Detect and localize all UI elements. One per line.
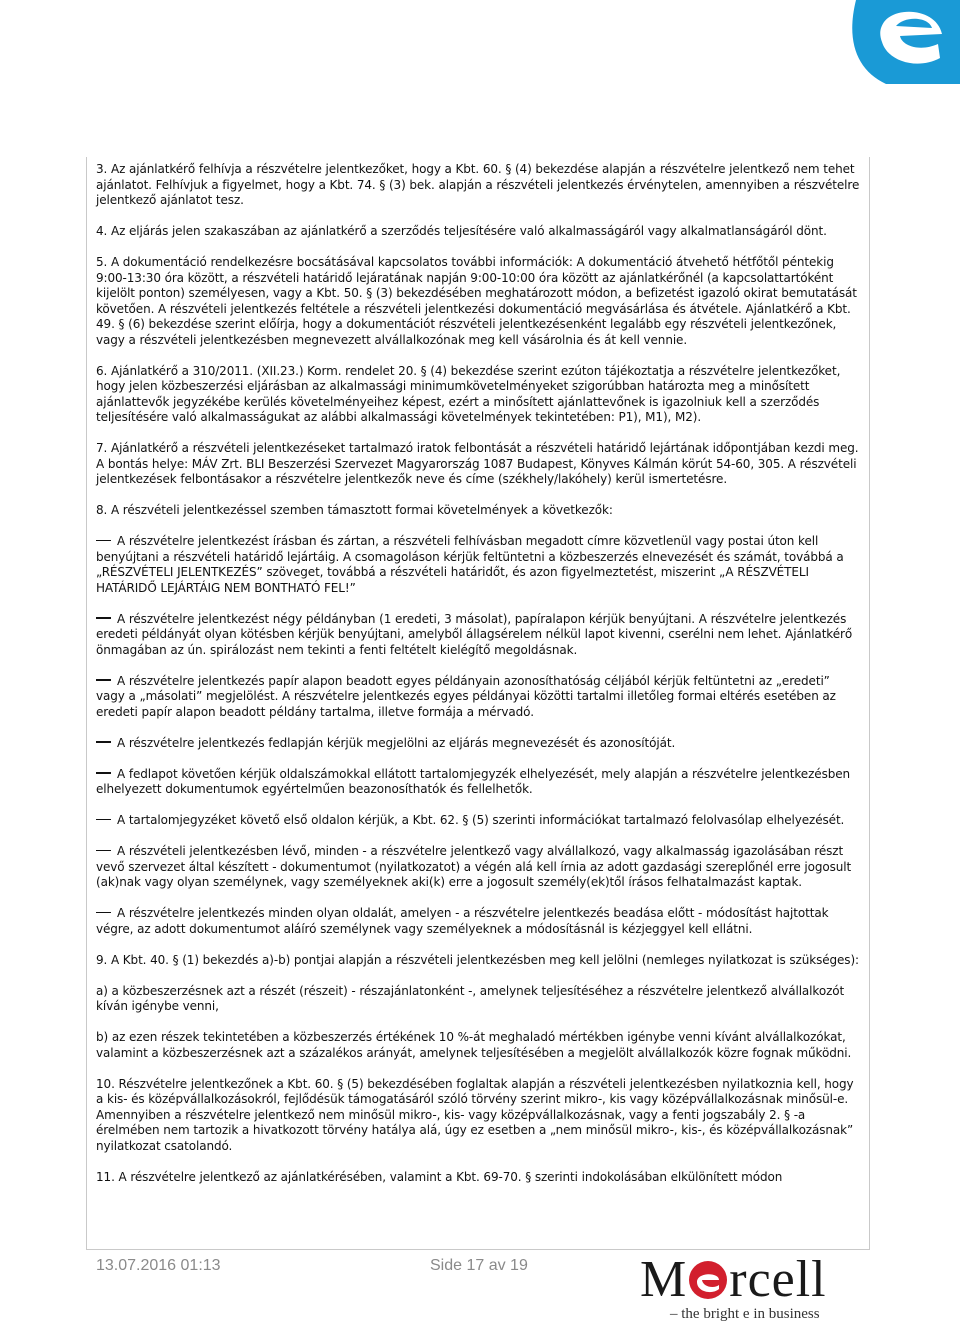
paragraph-5: 5. A dokumentáció rendelkezésre bocsátásával kapcsolatos további információk: A dokumentáció átvehető hétfőtől péntekig 9:00-13:30 óra között, a részvételi határidő lejáratának napján 9:00-10:00 óra között az ajánlatkérőnél (a kapcsolattartóként kijelölt ponton) személyesen, vagy a Kbt. 50. § (3) bekezdésében meghatározott módon, a befizetést igazoló okirat bemutatását követően. A részvételi jelentkezés feltétele a részvételi jelentkezési dokumentáció megvásárlása és átvétele. Ajánlatkérő a Kbt. 49. § (6) bekezdése szerint előírja, hogy a dokumentációt részvételi jelentkezésenként legalább egy részvételi jelentkezőnek, vagy a részvételi jelentkezésben megnevezett alvállalkozónak meg kell vásárolnia és át kell vennie. (96, 255, 857, 347)
dash-bullet-icon (96, 819, 111, 820)
dash-bullet-icon (96, 741, 111, 742)
brand-tagline: – the bright e in business (670, 1306, 820, 1322)
dash-bullet-icon (96, 850, 111, 851)
paragraph-9a: a) a közbeszerzésnek azt a részét (részeit) - részajánlatonként -, amelynek teljesítéséhez a részvételre jelentkező alvállalkozót kíván igénybe venni, (96, 983, 845, 1013)
brand-footer-logo (640, 1252, 870, 1324)
dash-bullet-icon (96, 617, 111, 618)
bullet-item: A részvételi jelentkezésben lévő, minden - a részvételre jelentkező vagy alvállalkozó, vagy alkalmasság igazolásában részt vevő szervezet által készített - dokumentumot (nyilatkozatot) a végén alá kell írnia az adott gazdasági szereplőnél erre jogosult (ak)nak vagy olyan személynek, vagy személyeknek aki(k) erre a jogosult személy(ek)től írásos felhatalmazást kaptak. (96, 844, 852, 889)
paragraph-11: 11. A részvételre jelentkező az ajánlatkérésében, valamint a Kbt. 69-70. § szerinti indokolásában elkülönített módon (96, 1169, 783, 1184)
bullet-item: A részvételre jelentkezés fedlapján kérjük megjelölni az eljárás megnevezését és azonosítóját. (96, 736, 862, 752)
paragraph-9b: b) az ezen részek tekintetében a közbeszerzés értékének 10 %-át meghaladó mértékben igénybe venni kívánt alvállalkozókat, valamint a közbeszerzésnek azt a százalékos arányát, amelynek teljesítésében a megjelölt alvállalkozók közre fognak működni. (96, 1030, 852, 1060)
footer-page-number: Side 17 av 19 (430, 1257, 528, 1274)
dash-bullet-icon (96, 912, 111, 913)
brand-wordmark: M rcell (640, 1251, 827, 1308)
paragraph-6: 6. Ajánlatkérő a 310/2011. (XII.23.) Korm. rendelet 20. § (4) bekezdése szerint ezúton tájékoztatja a részvételre jelentkezőket, hogy jelen közbeszerzési eljárásban az alkalmassági minimumkövetelményeket szigorúbban határozta meg a minősített ajánlattevők jegyzékébe kerülés követelményeihez képest, ezért a minősített ajánlattevőnek is igazolniuk kell a szerződés teljesítésére való alkalmasságukat az alábbi alkalmassági követelmények tekintetében: P1), M1), M2). (96, 363, 841, 424)
bullet-item: A részvételre jelentkezést négy példányban (1 eredeti, 3 másolat), papíralapon kérjük benyújtani. A részvételre jelentkezés eredeti példányát olyan kötésben kérjük benyújtani, amelyből állagsérelem nélkül lapot kivenni, cserélni nem lehet. Ajánlatkérő önmagában az ún. spirálozást nem tekinti a fenti feltételt kielégítő megoldásnak. (96, 611, 853, 657)
brand-logo-icon (826, 0, 960, 84)
paragraph-7: 7. Ajánlatkérő a részvételi jelentkezéseket tartalmazó iratok felbontását a részvételi határidő lejártának időpontjában kezdi meg. A bontás helye: MÁV Zrt. BLI Beszerzési Szervezet Magyarország 1087 Budapest, Könyves Kálmán körút 54-60, 305. A részvételi jelentkezések felbontásakor a részvételre jelentkezők neve és címe (székhely/lakóhely) kerül ismertetésre. (96, 441, 859, 486)
paragraph-4: 4. Az eljárás jelen szakaszában az ajánlatkérő a szerződés teljesítésére való alkalmasságáról vagy alkalmatlanságáról dönt. (96, 224, 827, 238)
dash-bullet-icon (96, 540, 111, 541)
bullet-item: A tartalomjegyzéket követő első oldalon kérjük, a Kbt. 62. § (5) szerinti információkat tartalmazó felolvasólap elhelyezését. (96, 813, 862, 829)
document-body (96, 162, 862, 1201)
bullet-item: A részvételre jelentkezést írásban és zártan, a részvételi felhívásban megadott címre közvetlenül vagy postai úton kell benyújtani a részvételi határidő lejártáig. A csomagoláson kérjük feltüntetni a közbeszerzés elnevezését és számát, továbbá a „RÉSZVÉTELI JELENTKEZÉS” szöveget, továbbá a részvételi határidőt, és azon figyelmeztetést, miszerint „A RÉSZVÉTELI HATÁRIDŐ LEJÁRTÁIG NEM BONTHATÓ FEL!” (96, 534, 844, 595)
bullet-item: A részvételre jelentkezés minden olyan oldalát, amelyen - a részvételre jelentkezés beadása előtt - módosítást hajtottak végre, az adott dokumentumot aláíró személynek vagy személyeknek a módosításnál is kézjeggyel kell ellátni. (96, 906, 829, 936)
footer-date: 13.07.2016 01:13 (96, 1257, 221, 1274)
bullet-item: A részvételre jelentkezés papír alapon beadott egyes példányain azonosíthatóság céljából kérjük feltüntetni az „eredeti” vagy a „másolati” megjelölést. A részvételre jelentkezés egyes példányai közötti tartalmi illetőleg formai eltérés esetében az eredeti papír alapon beadott példány tartalma, illetve formája a mérvadó. (96, 673, 836, 719)
paragraph-10: 10. Részvételre jelentkezőnek a Kbt. 60. § (5) bekezdésében foglaltak alapján a részvételi jelentkezésben nyilatkoznia kell, hogy a kis- és középvállalkozásokról, fejlődésük támogatásáról szóló törvény szerint mikro-, kis vagy középvállalkozásnak minősül-e. Amennyiben a részvételre jelentkező nem minősül mikro-, kis- vagy középvállalkozásnak, vagy a fenti jogszabály 2. § -a érelmében nem tartozik a hivatkozott törvény hatálya alá, úgy ez esetben a „nem minősül mikro-, kis-, és középvállalkozásnak” nyilatkozat csatolandó. (96, 1076, 854, 1153)
paragraph-3: 3. Az ajánlatkérő felhívja a részvételre jelentkezőket, hogy a Kbt. 60. § (4) bekezdése alapján a részvételre jelentkező nem tehet ajánlatot. Felhívjuk a figyelmet, hogy a Kbt. 74. § (3) bek. alapján a részvételi jelentkezés érvénytelen, amennyiben a részvételre jelentkező ajánlatot tesz. (96, 162, 860, 207)
dash-bullet-icon (96, 772, 111, 773)
paragraph-9: 9. A Kbt. 40. § (1) bekezdés a)-b) pontjai alapján a részvételi jelentkezésben meg kell jelölni (nemleges nyilatkozat is szükséges): (96, 952, 859, 967)
dash-bullet-icon (96, 679, 111, 680)
paragraph-8: 8. A részvételi jelentkezéssel szemben támasztott formai követelmények a következők: (96, 503, 613, 517)
brand-e-icon (688, 1260, 728, 1300)
bullet-item: A fedlapot követően kérjük oldalszámokkal ellátott tartalomjegyzék elhelyezését, mely alapján a részvételre jelentkezésben elhelyezett dokumentumok egyértelműen beazonosíthatók és fellelhetők. (96, 766, 851, 796)
